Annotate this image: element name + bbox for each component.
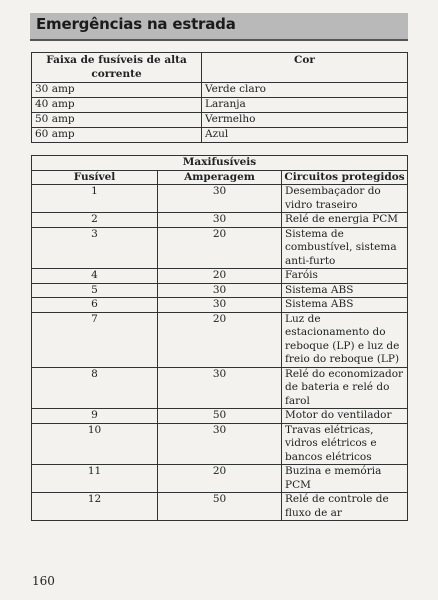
table-cell: Relé de energia PCM [282, 213, 408, 228]
table-cell: Sistema de combustível, sistema anti-furto [282, 227, 408, 269]
table-row [32, 185, 408, 213]
table-row [32, 98, 408, 113]
table-cell: 20 [158, 227, 282, 269]
column-header: Circuitos protegidos [282, 170, 408, 185]
table-row [32, 213, 408, 228]
page-number: 160 [32, 574, 55, 588]
table-cell: Sistema ABS [282, 283, 408, 298]
table-cell: 50 [158, 409, 282, 424]
table-row [32, 423, 408, 465]
table-cell: 11 [32, 465, 158, 493]
table-cell: 50 amp [32, 113, 202, 128]
table-cell: Verde claro [202, 83, 408, 98]
table-cell: Laranja [202, 98, 408, 113]
table-cell: 40 amp [32, 98, 202, 113]
table-cell: 12 [32, 493, 158, 521]
table-cell: Relé de controle de fluxo de ar [282, 493, 408, 521]
table-row [32, 367, 408, 409]
table-cell: Buzina e memória PCM [282, 465, 408, 493]
table-row [32, 128, 408, 143]
table-cell: Motor do ventilador [282, 409, 408, 424]
table-cell: Desembaçador do vidro traseiro [282, 185, 408, 213]
table-row [32, 493, 408, 521]
table-cell: 60 amp [32, 128, 202, 143]
table-row [32, 312, 408, 367]
table-cell: 5 [32, 283, 158, 298]
table-row [32, 283, 408, 298]
table-cell: 30 [158, 423, 282, 465]
table-cell: 30 [158, 185, 282, 213]
table-cell: Vermelho [202, 113, 408, 128]
table-cell: 10 [32, 423, 158, 465]
table-row [32, 465, 408, 493]
table-cell: Relé do economizador de bateria e relé do farol [282, 367, 408, 409]
table-row [32, 298, 408, 313]
table-cell: 30 amp [32, 83, 202, 98]
table-cell: 20 [158, 312, 282, 367]
table-row [32, 269, 408, 284]
page-title: Emergências na estrada [36, 15, 236, 33]
table-cell: 6 [32, 298, 158, 313]
table-cell: Azul [202, 128, 408, 143]
table-cell: 30 [158, 298, 282, 313]
table-cell: 2 [32, 213, 158, 228]
table-cell: 3 [32, 227, 158, 269]
table-cell: 7 [32, 312, 158, 367]
table-cell: Luz de estacionamento do reboque (LP) e luz de freio do reboque (LP) [282, 312, 408, 367]
header-divider [30, 39, 408, 41]
table-cell: 8 [32, 367, 158, 409]
table-cell: Faróis [282, 269, 408, 284]
maxi-fuse-table [31, 155, 408, 521]
table-row [32, 83, 408, 98]
column-header: Cor [202, 53, 408, 83]
table-row [32, 113, 408, 128]
column-header: Faixa de fusíveis de alta corrente [32, 53, 202, 83]
table-cell: 1 [32, 185, 158, 213]
table-cell: 9 [32, 409, 158, 424]
table-cell: 20 [158, 465, 282, 493]
table-cell: Travas elétricas, vidros elétricos e bancos elétricos [282, 423, 408, 465]
column-header: Amperagem [158, 170, 282, 185]
table-cell: 30 [158, 283, 282, 298]
table-cell: 50 [158, 493, 282, 521]
table-cell: 4 [32, 269, 158, 284]
high-current-fuse-table [31, 52, 408, 143]
table-cell: 30 [158, 367, 282, 409]
table-title: Maxifusíveis [32, 156, 408, 171]
table-cell: Sistema ABS [282, 298, 408, 313]
table-row [32, 409, 408, 424]
table-cell: 20 [158, 269, 282, 284]
column-header: Fusível [32, 170, 158, 185]
table-row [32, 227, 408, 269]
table-cell: 30 [158, 213, 282, 228]
